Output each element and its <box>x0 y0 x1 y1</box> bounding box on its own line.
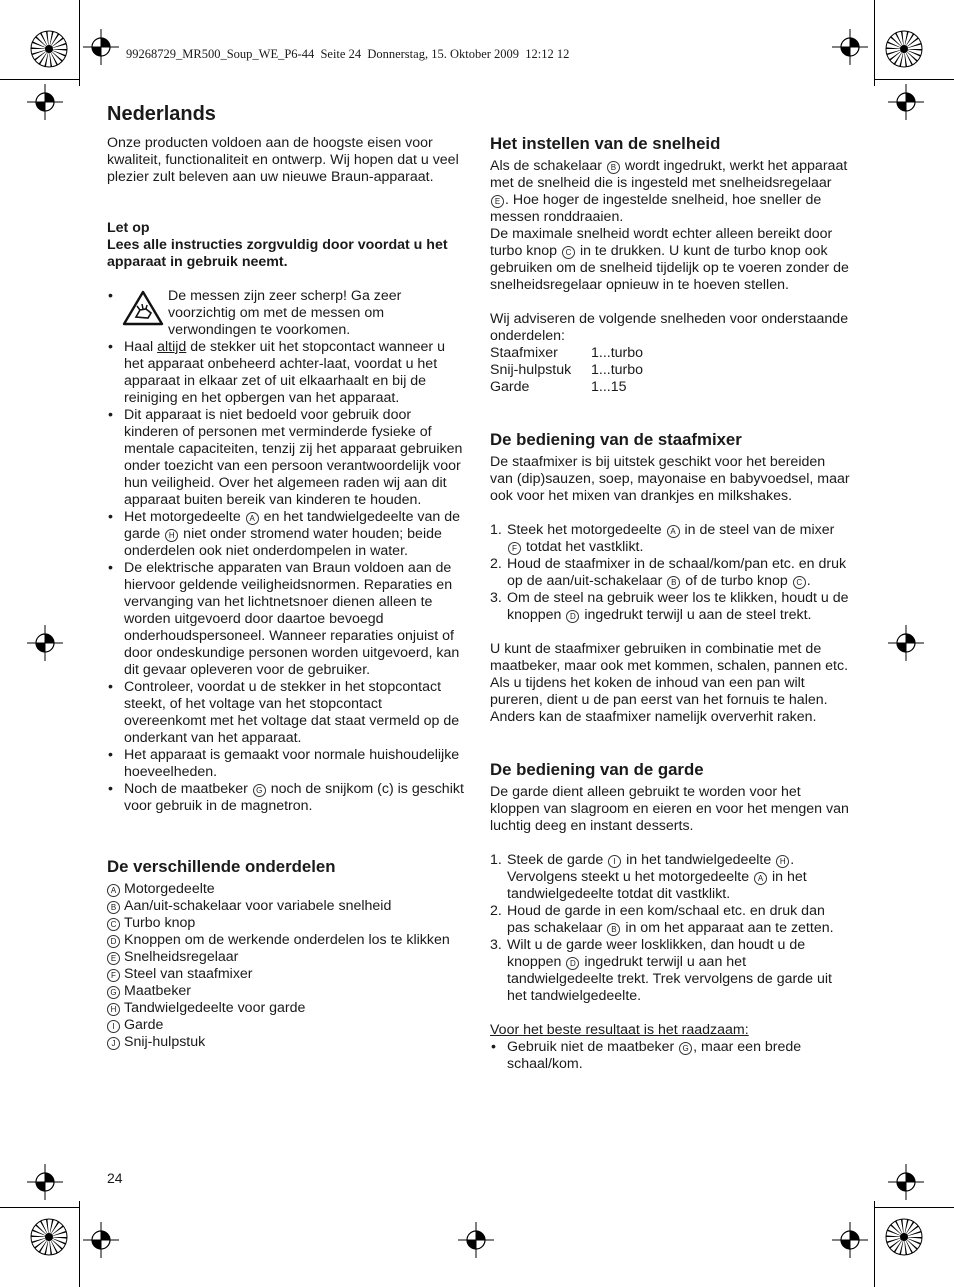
list-item: 2. Houd de garde in een kom/schaal etc. en druk dan pas schakelaar B in om het apparaat aan te zetten. <box>490 903 834 936</box>
registration-crosshair-icon <box>886 623 926 663</box>
part-marker: F <box>107 969 120 982</box>
part-item: C Turbo knop <box>107 915 467 932</box>
list-item: • Noch de maatbeker G noch de snijkom (c) is geschikt voor gebruik in de magnetron. <box>107 781 467 815</box>
part-item: E Snelheidsregelaar <box>107 949 467 966</box>
registration-crosshair-icon <box>25 1162 65 1202</box>
part-marker: D <box>566 610 579 623</box>
registration-crosshair-icon <box>25 623 65 663</box>
registration-starburst-icon <box>29 29 69 69</box>
part-marker: B <box>607 923 620 936</box>
list-item: • Haal altijd de stekker uit het stopcontact wanneer u het apparaat onbeheerd achter-laat, voordat u het apparaat in elkaar zet of uit elkaarhaalt en bij de reiniging en het opbergen van het apparaat. <box>107 339 467 407</box>
part-item: A Motorgedeelte <box>107 881 467 898</box>
crop-mark <box>874 1201 875 1287</box>
list-item: 3. Om de steel na gebruik weer los te klikken, houdt u de knoppen D ingedrukt terwijl u aan de steel trekt. <box>490 590 849 623</box>
part-item: I Garde <box>107 1017 467 1034</box>
part-marker: G <box>107 986 120 999</box>
list-item: • De elektrische apparaten van Braun voldoen aan de hiervoor geldende veiligheidsnormen. Reparaties en vervanging van het lichtnetsnoer dienen alleen te worden uitgevoerd door daartoe bevoegd onderhoudspersoneel. Wanneer reparaties onjuist of door ondeskundige personen worden uitgevoerd, kan dit gevaar opleveren voor de gebruiker. <box>107 560 467 679</box>
part-item: F Steel van staafmixer <box>107 966 467 983</box>
caution-text: Lees alle instructies zorgvuldig door voordat u het apparaat in gebruik neemt. <box>107 237 448 270</box>
crop-mark <box>0 79 80 80</box>
crop-mark <box>874 1207 954 1208</box>
warning-blades: • De messen zijn zeer scherp! Ga zeer voorzichtig om met de messen om verwondingen te voorkomen. <box>108 288 402 338</box>
speed-heading: Het instellen van de snelheid <box>490 134 721 153</box>
speed-advice: Wij adviseren de volgende snelheden voor onderstaande onderdelen: <box>490 311 849 344</box>
registration-crosshair-icon <box>456 1220 496 1260</box>
registration-crosshair-icon <box>81 27 121 67</box>
table-row: Snij-hulpstuk 1...turbo <box>490 362 644 378</box>
part-item: H Tandwielgedeelte voor garde <box>107 1000 467 1017</box>
intro-text: Onze producten voldoen aan de hoogste eisen voor kwaliteit, functionaliteit en ontwerp. Wij hopen dat u veel plezier zult beleven aan uw nieuwe Braun-apparaat. <box>107 135 459 185</box>
parts-list <box>107 881 467 1051</box>
list-item: • Dit apparaat is niet bedoeld voor gebruik door kinderen of personen met verminderde fysieke of mentale capaciteiten, tenzij zij het apparaat gebruiken onder toezicht van een persoon verantwoordelijk voor hun veiligheid. Over het algemeen raden wij aan dit apparaat buiten bereik van kinderen te houden. <box>107 407 467 509</box>
list-item: • Het apparaat is gemaakt voor normale huishoudelijke hoeveelheden. <box>107 747 467 781</box>
whisk-heading: De bediening van de garde <box>490 760 704 779</box>
list-item: 3. Wilt u de garde weer losklikken, dan houdt u de knoppen D ingedrukt terwijl u aan het tandwielgedeelte trekt. Trek vervolgens de garde uit het tandwielgedeelte. <box>490 937 832 1004</box>
list-item: 1. Steek het motorgedeelte A in de steel van de mixer F totdat het vastklikt. <box>490 522 835 555</box>
part-marker: E <box>491 195 504 208</box>
part-marker: G <box>253 784 266 797</box>
speed-table <box>490 345 643 396</box>
part-marker: B <box>667 576 680 589</box>
list-item: • Het motorgedeelte A en het tandwielgedeelte van de garde H niet onder stromend water houden; beide onderdelen ook niet onderdompelen in water. <box>107 509 467 560</box>
handblender-heading: De bediening van de staafmixer <box>490 430 742 449</box>
part-marker: A <box>246 512 259 525</box>
part-marker: A <box>107 884 120 897</box>
part-item: J Snij-hulpstuk <box>107 1034 467 1051</box>
list-item: • Controleer, voordat u de stekker in het stopcontact steekt, of het voltage van het stopcontact overeenkomt met het voltage dat staat vermeld op de onderkant van het apparaat. <box>107 679 467 747</box>
part-marker: F <box>508 542 521 555</box>
left-column <box>107 102 467 1051</box>
registration-crosshair-icon <box>830 27 870 67</box>
part-marker: G <box>679 1042 692 1055</box>
tip-heading: Voor het beste resultaat is het raadzaam: <box>490 1022 749 1038</box>
registration-starburst-icon <box>884 1217 924 1257</box>
part-marker: H <box>107 1003 120 1016</box>
handblender-intro: De staafmixer is bij uitstek geschikt voor het bereiden van (dip)sauzen, soep, mayonaise en babyvoedsel, maar ook voor het mixen van drankjes en milkshakes. <box>490 454 850 504</box>
handblender-outro: U kunt de staafmixer gebruiken in combinatie met de maatbeker, maar ook met kommen, schalen, pannen etc. Als u tijdens het koken de inhoud van een pan wilt pureren, dient u de pan eerst van het fornuis te halen. Anders kan de staafmixer namelijk oververhit raken. <box>490 641 849 725</box>
part-marker: I <box>107 1020 120 1033</box>
part-marker: C <box>793 576 806 589</box>
part-marker: A <box>667 525 680 538</box>
turbo-paragraph: De maximale snelheid wordt echter alleen bereikt door turbo knop C in te drukken. U kunt de turbo knop ook gebruiken om de snelheid tijdelijk op te voeren zonder de snelheidsregelaar opnieuw in te hoeven stellen. <box>490 226 849 293</box>
crop-mark <box>0 1207 80 1208</box>
page-title: Nederlands <box>107 103 216 125</box>
table-row: Garde 1...15 <box>490 379 627 395</box>
registration-starburst-icon <box>29 1217 69 1257</box>
part-marker: J <box>107 1037 120 1050</box>
part-item: G Maatbeker <box>107 983 467 1000</box>
part-marker: D <box>107 935 120 948</box>
registration-crosshair-icon <box>886 82 926 122</box>
part-marker: A <box>754 872 767 885</box>
table-row: Staafmixer 1...turbo <box>490 345 644 361</box>
safety-list <box>107 339 467 815</box>
part-marker: I <box>608 855 621 868</box>
sharp-blade-warning-icon <box>122 290 164 331</box>
crop-mark <box>79 0 80 86</box>
caution-heading: Let op <box>107 220 150 236</box>
part-marker: H <box>776 855 789 868</box>
tip-list <box>490 1039 850 1073</box>
part-marker: E <box>107 952 120 965</box>
crop-mark <box>874 79 954 80</box>
part-marker: B <box>607 161 620 174</box>
part-item: B Aan/uit-schakelaar voor variabele snelheid <box>107 898 467 915</box>
registration-crosshair-icon <box>886 1162 926 1202</box>
crop-mark <box>874 0 875 86</box>
print-slug: 99268729_MR500_Soup_WE_P6-44 Seite 24 Donnerstag, 15. Oktober 2009 12:12 12 <box>126 47 570 61</box>
whisk-intro: De garde dient alleen gebruikt te worden voor het kloppen van slagroom en eieren en voor het mengen van luchtig deeg en instant desserts. <box>490 784 849 834</box>
part-marker: C <box>107 918 120 931</box>
right-column <box>490 134 850 1073</box>
handblender-steps <box>490 522 850 624</box>
crop-mark <box>79 1201 80 1287</box>
part-item: D Knoppen om de werkende onderdelen los te klikken <box>107 932 467 949</box>
list-item: 1. Steek de garde I in het tandwielgedeelte H . Vervolgens steekt u het motorgedeelte A in het tandwielgedeelte totdat dit vastklikt. <box>490 852 807 902</box>
page-number: 24 <box>107 1170 123 1186</box>
whisk-steps <box>490 852 850 1005</box>
registration-crosshair-icon <box>81 1220 121 1260</box>
part-marker: D <box>566 957 579 970</box>
list-item: 2. Houd de staafmixer in de schaal/kom/pan etc. en druk op de aan/uit-schakelaar B of de turbo knop C . <box>490 556 847 589</box>
list-item: • Gebruik niet de maatbeker G , maar een brede schaal/kom. <box>490 1039 850 1073</box>
part-marker: H <box>165 529 178 542</box>
registration-starburst-icon <box>884 29 924 69</box>
registration-crosshair-icon <box>830 1220 870 1260</box>
registration-crosshair-icon <box>25 82 65 122</box>
part-marker: B <box>107 901 120 914</box>
parts-heading: De verschillende onderdelen <box>107 857 336 876</box>
speed-paragraph: Als de schakelaar B wordt ingedrukt, werkt het apparaat met de snelheid die is ingesteld met snelheidsregelaar E . Hoe hoger de ingestelde snelheid, hoe sneller de messen ronddraaien. <box>490 158 848 225</box>
part-marker: C <box>562 246 575 259</box>
